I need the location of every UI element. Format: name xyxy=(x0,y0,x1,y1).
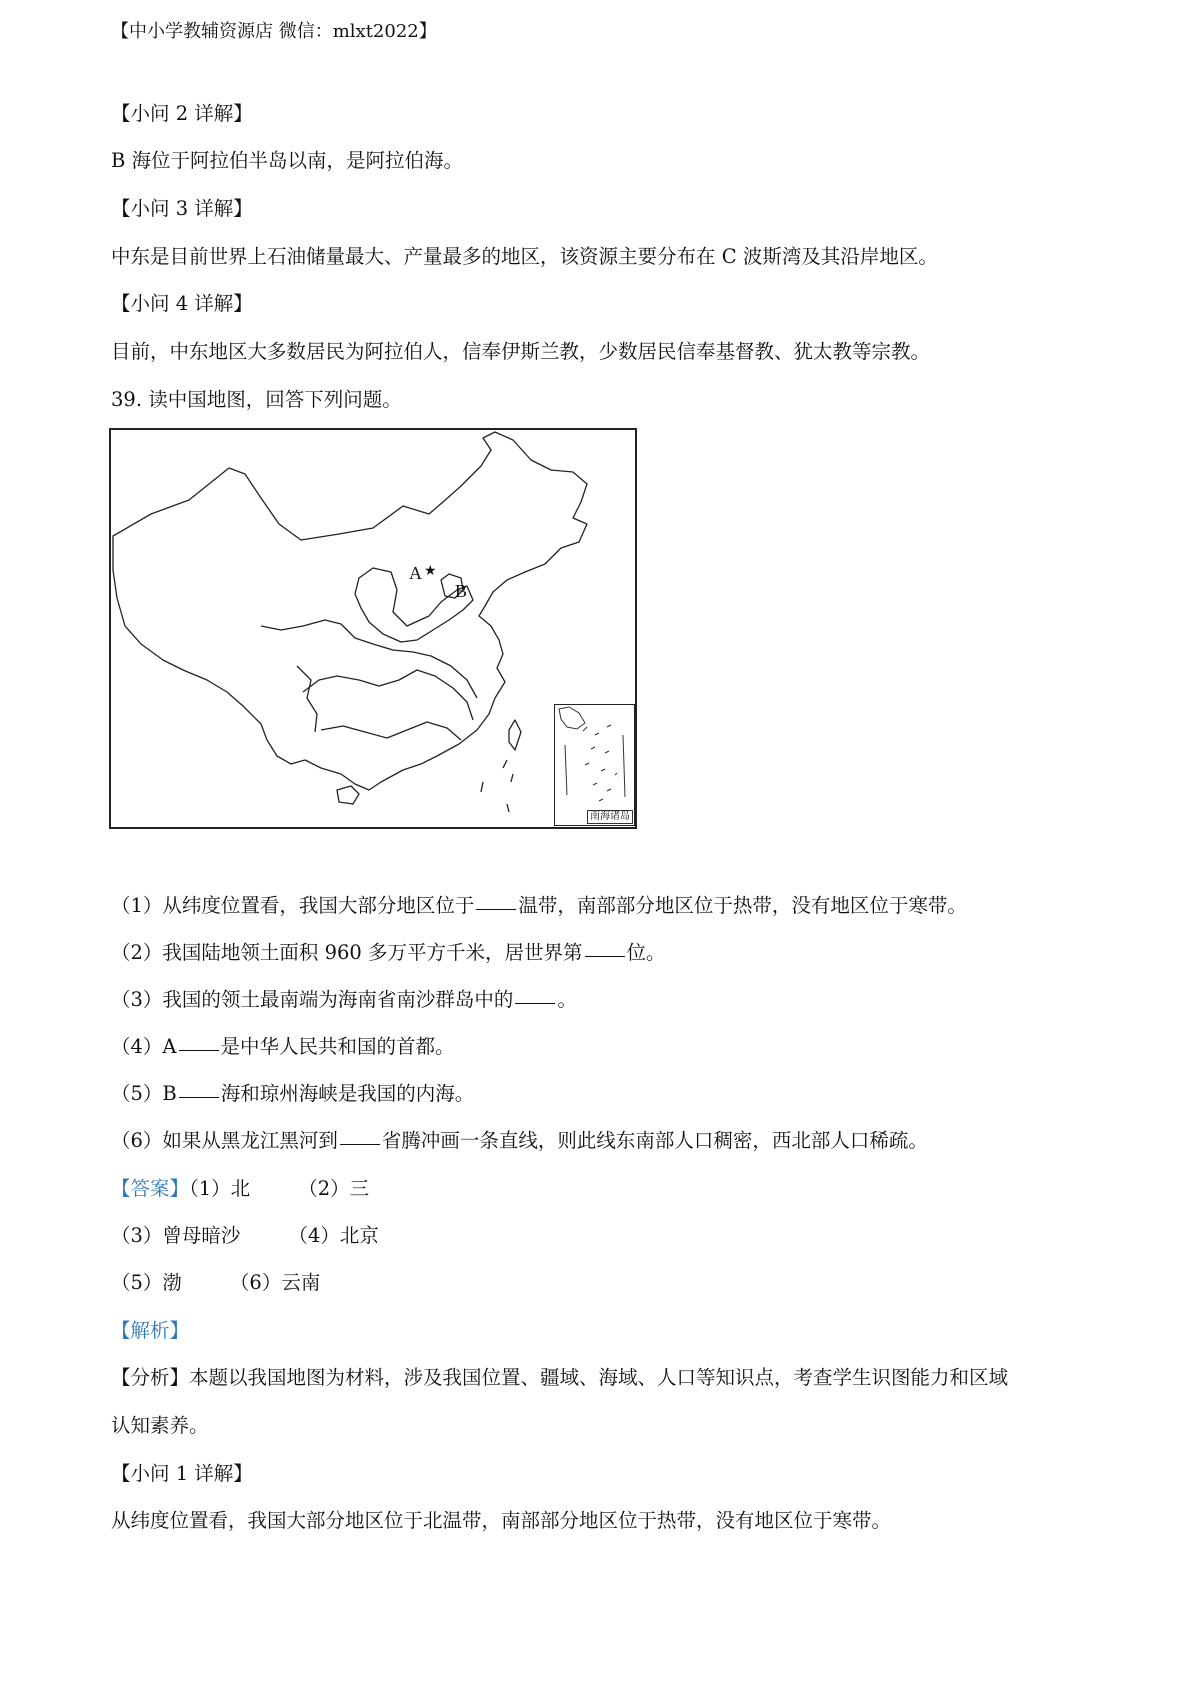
capital-star-icon: ★ xyxy=(424,564,437,579)
subquestion-3-heading: 【小问 3 详解】 xyxy=(111,197,253,220)
answer-line-3: （5）渤 （6）云南 xyxy=(111,1271,321,1294)
map-label-b: B xyxy=(455,581,468,601)
answer-blank xyxy=(179,1085,219,1098)
subquestion-2-text: B 海位于阿拉伯半岛以南，是阿拉伯海。 xyxy=(111,149,464,172)
subquestion-4-text: 目前，中东地区大多数居民为阿拉伯人，信奉伊斯兰教，少数居民信奉基督教、犹太教等宗教。 xyxy=(111,340,931,363)
answer-line-2: （3）曾母暗沙 （4）北京 xyxy=(111,1224,379,1247)
china-map-figure xyxy=(109,428,637,829)
inset-islands xyxy=(555,705,633,824)
analysis-fenxi-line2: 认知素养。 xyxy=(111,1414,209,1437)
analysis-label: 【解析】 xyxy=(111,1319,190,1342)
answer-line-1: 【答案】（1）北 （2）三 xyxy=(111,1177,370,1200)
subquestion-1-text: 从纬度位置看，我国大部分地区位于北温带，南部部分地区位于热带，没有地区位于寒带。 xyxy=(111,1509,892,1532)
analysis-fenxi-line1: 【分析】本题以我国地图为材料，涉及我国位置、疆域、海域、人口等知识点，考查学生识图能力和区域 xyxy=(111,1366,1009,1389)
south-china-sea-inset xyxy=(554,704,635,826)
question-39-item-2: （2）我国陆地领土面积 960 多万平方千米，居世界第 位。 xyxy=(111,941,666,964)
subquestion-4-heading: 【小问 4 详解】 xyxy=(111,292,253,315)
subquestion-3-text: 中东是目前世界上石油储量最大、产量最多的地区，该资源主要分布在 C 波斯湾及其沿岸地区。 xyxy=(111,245,938,268)
answer-blank xyxy=(515,991,555,1004)
subquestion-2-heading: 【小问 2 详解】 xyxy=(111,102,253,125)
answer-blank xyxy=(476,897,516,910)
question-39-item-4: （4）A 是中华人民共和国的首都。 xyxy=(111,1035,455,1058)
question-39-item-6: （6）如果从黑龙江黑河到 省腾冲画一条直线，则此线东南部人口稠密，西北部人口稀疏。 xyxy=(111,1129,928,1152)
answer-blank xyxy=(179,1038,219,1051)
question-39-title: 39. 读中国地图，回答下列问题。 xyxy=(111,388,402,411)
subquestion-1-heading: 【小问 1 详解】 xyxy=(111,1462,253,1485)
map-label-a: A xyxy=(409,563,422,583)
inset-label-nanhai: 南海诸岛 xyxy=(587,810,633,824)
question-39-item-5: （5）B 海和琼州海峡是我国的内海。 xyxy=(111,1082,475,1105)
question-39-item-3: （3）我国的领土最南端为海南省南沙群岛中的 。 xyxy=(111,988,577,1011)
answer-blank xyxy=(585,944,625,957)
answer-label: 【答案】 xyxy=(111,1177,190,1200)
answer-blank xyxy=(340,1132,380,1145)
question-39-item-1: （1）从纬度位置看，我国大部分地区位于 温带，南部部分地区位于热带，没有地区位于寒带。 xyxy=(111,894,967,917)
header-watermark: 【中小学教辅资源店 微信：mlxt2022】 xyxy=(111,21,437,42)
